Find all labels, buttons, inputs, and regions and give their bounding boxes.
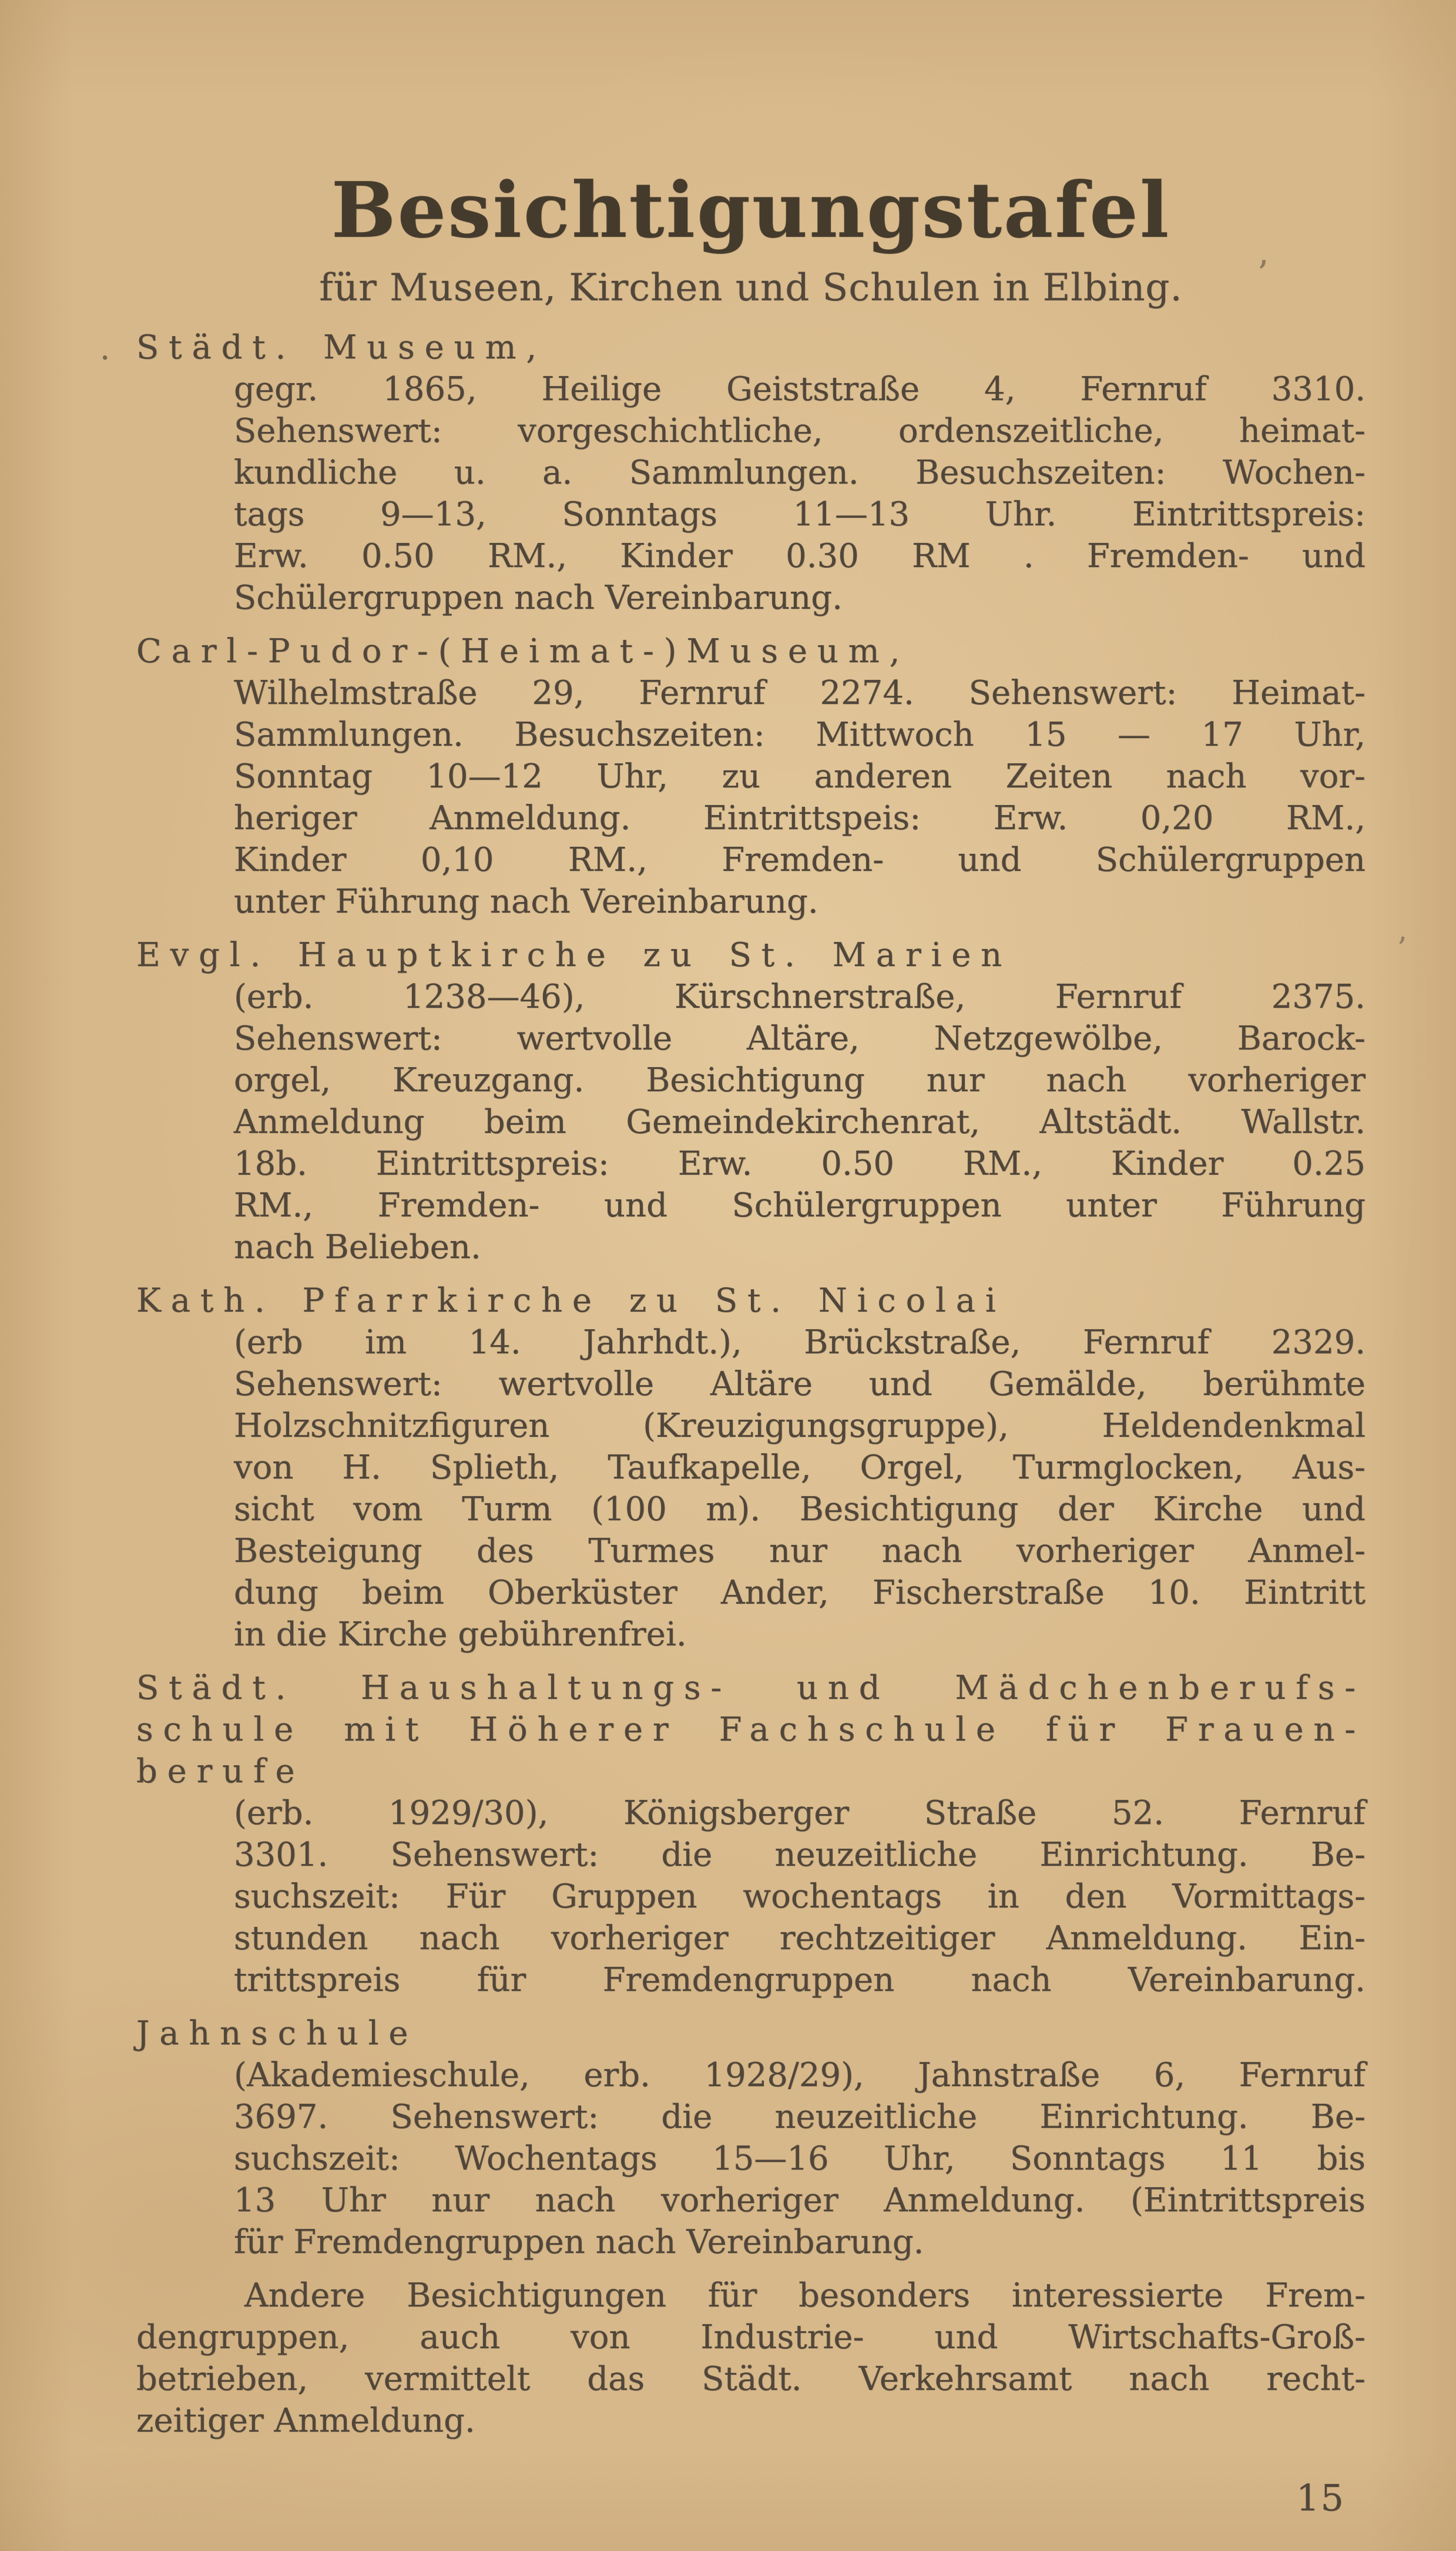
entry-body-line: gegr. 1865, Heilige Geiststraße 4, Fernruf 3310. [234,370,1366,408]
entry-body [234,1792,1366,2001]
entry-body-line: (Akademieschule, erb. 1928/29), Jahnstraße 6, Fernruf [234,2056,1366,2094]
entry-body-line: kundliche u. a. Sammlungen. Besuchszeiten: Wochen- [234,454,1366,492]
entry-body-line: sicht vom Turm (100 m). Besichtigung der Kirche und [234,1490,1366,1528]
closing-paragraph-line: dengruppen, auch von Industrie- und Wirtschafts-Groß- [136,2318,1366,2356]
page-subtitle: für Museen, Kirchen und Schulen in Elbing. [319,266,1183,310]
entry-body-line: dung beim Oberküster Ander, Fischerstraße 10. Eintritt [234,1574,1366,1612]
entry-heading-line: schule mit Höherer Fachschule für Frauen- [136,1711,1366,1749]
entry-body [234,976,1366,1268]
entry-heading-line: Evgl. Hauptkirche zu St. Marien [136,936,1012,974]
entry-body-line: Erw. 0.50 RM., Kinder 0.30 RM . Fremden- und [234,537,1366,575]
entry-body-line: Sehenswert: wertvolle Altäre, Netzgewölbe, Barock- [234,1020,1366,1058]
entry-body [234,368,1366,619]
entry-heading-line: Städt. Museum, [136,328,546,367]
entry-body-line: orgel, Kreuzgang. Besichtigung nur nach vorheriger [234,1061,1366,1099]
entry-section [136,1667,1366,2001]
closing-paragraph-line: betrieben, vermittelt das Städt. Verkehrsamt nach recht- [136,2360,1366,2398]
entry-body-line: 18b. Eintrittspreis: Erw. 0.50 RM., Kinder 0.25 [234,1145,1366,1183]
entry-body-line: Sehenswert: wertvolle Altäre und Gemälde, berühmte [234,1365,1366,1403]
entry-body-line: trittspreis für Fremdengruppen nach Vereinbarung. [234,1961,1366,1999]
entry-body-line: Wilhelmstraße 29, Fernruf 2274. Sehenswert: Heimat- [234,674,1366,712]
entry-body-line: Schülergruppen nach Vereinbarung. [234,579,843,617]
entry-body-line: RM., Fremden- und Schülergruppen unter Führung [234,1186,1366,1225]
entry-body-line: 13 Uhr nur nach vorheriger Anmeldung. (Eintrittspreis [234,2181,1366,2220]
entry-body [234,672,1366,923]
entry-body-line: Anmeldung beim Gemeindekirchenrat, Altstädt. Wallstr. [234,1103,1366,1141]
entry-body-line: in die Kirche gebührenfrei. [234,1615,687,1654]
closing-paragraph-line: zeitiger Anmeldung. [136,2402,475,2440]
scan-artifact-mark: ’ [1397,931,1407,965]
entry-body-line: suchszeit: Für Gruppen wochentags in den Vormittags- [234,1878,1366,1916]
entry-body [234,2054,1366,2263]
entry-heading-line: Kath. Pfarrkirche zu St. Nicolai [136,1282,1006,1320]
entry-body-line: stunden nach vorheriger rechtzeitiger Anmeldung. Ein- [234,1919,1366,1957]
page-title: Besichtigungstafel [331,165,1171,255]
entry-body-line: suchszeit: Wochentags 15—16 Uhr, Sonntags 11 bis [234,2140,1366,2178]
entry-heading-line: berufe [136,1752,305,1791]
entry-body [234,1322,1366,1655]
entry-section [136,934,1366,1268]
page-number: 15 [1296,2476,1345,2519]
entry-body-line: Besteigung des Turmes nur nach vorheriger Anmel- [234,1532,1366,1570]
entry-heading-line: Städt. Haushaltungs- und Mädchenberufs- [136,1669,1366,1707]
entry-body-line: von H. Splieth, Taufkapelle, Orgel, Turmglocken, Aus- [234,1449,1366,1487]
entry-heading-line: Jahnschule [136,2014,418,2053]
sections-container [136,327,1366,2442]
entry-section [136,327,1366,619]
closing-paragraph [136,2275,1366,2442]
entry-body-line: unter Führung nach Vereinbarung. [234,883,818,921]
entry-body-line: Sonntag 10—12 Uhr, zu anderen Zeiten nach vor- [234,757,1366,796]
entry-body-line: Kinder 0,10 RM., Fremden- und Schülergruppen [234,841,1366,879]
entry-body-line: (erb. 1238—46), Kürschnerstraße, Fernruf 2375. [234,978,1366,1016]
entry-body-line: nach Belieben. [234,1228,481,1266]
scan-artifact-mark: ’ [1257,253,1269,293]
closing-paragraph-body [136,2275,1366,2442]
entry-body-line: tags 9—13, Sonntags 11—13 Uhr. Eintrittspreis: [234,495,1366,534]
entry-body-line: Holzschnitzfiguren (Kreuzigungsgruppe), Heldendenkmal [234,1407,1366,1445]
closing-paragraph-line: Andere Besichtigungen für besonders interessierte Frem- [244,2277,1366,2315]
entry-body-line: Sammlungen. Besuchszeiten: Mittwoch 15 — 17 Uhr, [234,716,1366,754]
entry-body-line: 3697. Sehenswert: die neuzeitliche Einrichtung. Be- [234,2098,1366,2136]
entry-section [136,1280,1366,1655]
text-block [136,166,1366,2442]
entry-body-line: heriger Anmeldung. Eintrittspeis: Erw. 0,20 RM., [234,799,1366,837]
entry-section [136,631,1366,923]
entry-body-line: für Fremdengruppen nach Vereinbarung. [234,2223,924,2261]
entry-body-line: (erb im 14. Jahrhdt.), Brückstraße, Fernruf 2329. [234,1323,1366,1362]
entry-section [136,2013,1366,2263]
entry-body-line: 3301. Sehenswert: die neuzeitliche Einrichtung. Be- [234,1836,1366,1874]
scan-artifact-mark: . [100,330,110,367]
entry-body-line: Sehenswert: vorgeschichtliche, ordenszeitliche, heimat- [234,412,1366,450]
entry-body-line: (erb. 1929/30), Königsberger Straße 52. Fernruf [234,1794,1366,1832]
entry-heading-line: Carl-Pudor-(Heimat-)Museum, [136,632,910,671]
